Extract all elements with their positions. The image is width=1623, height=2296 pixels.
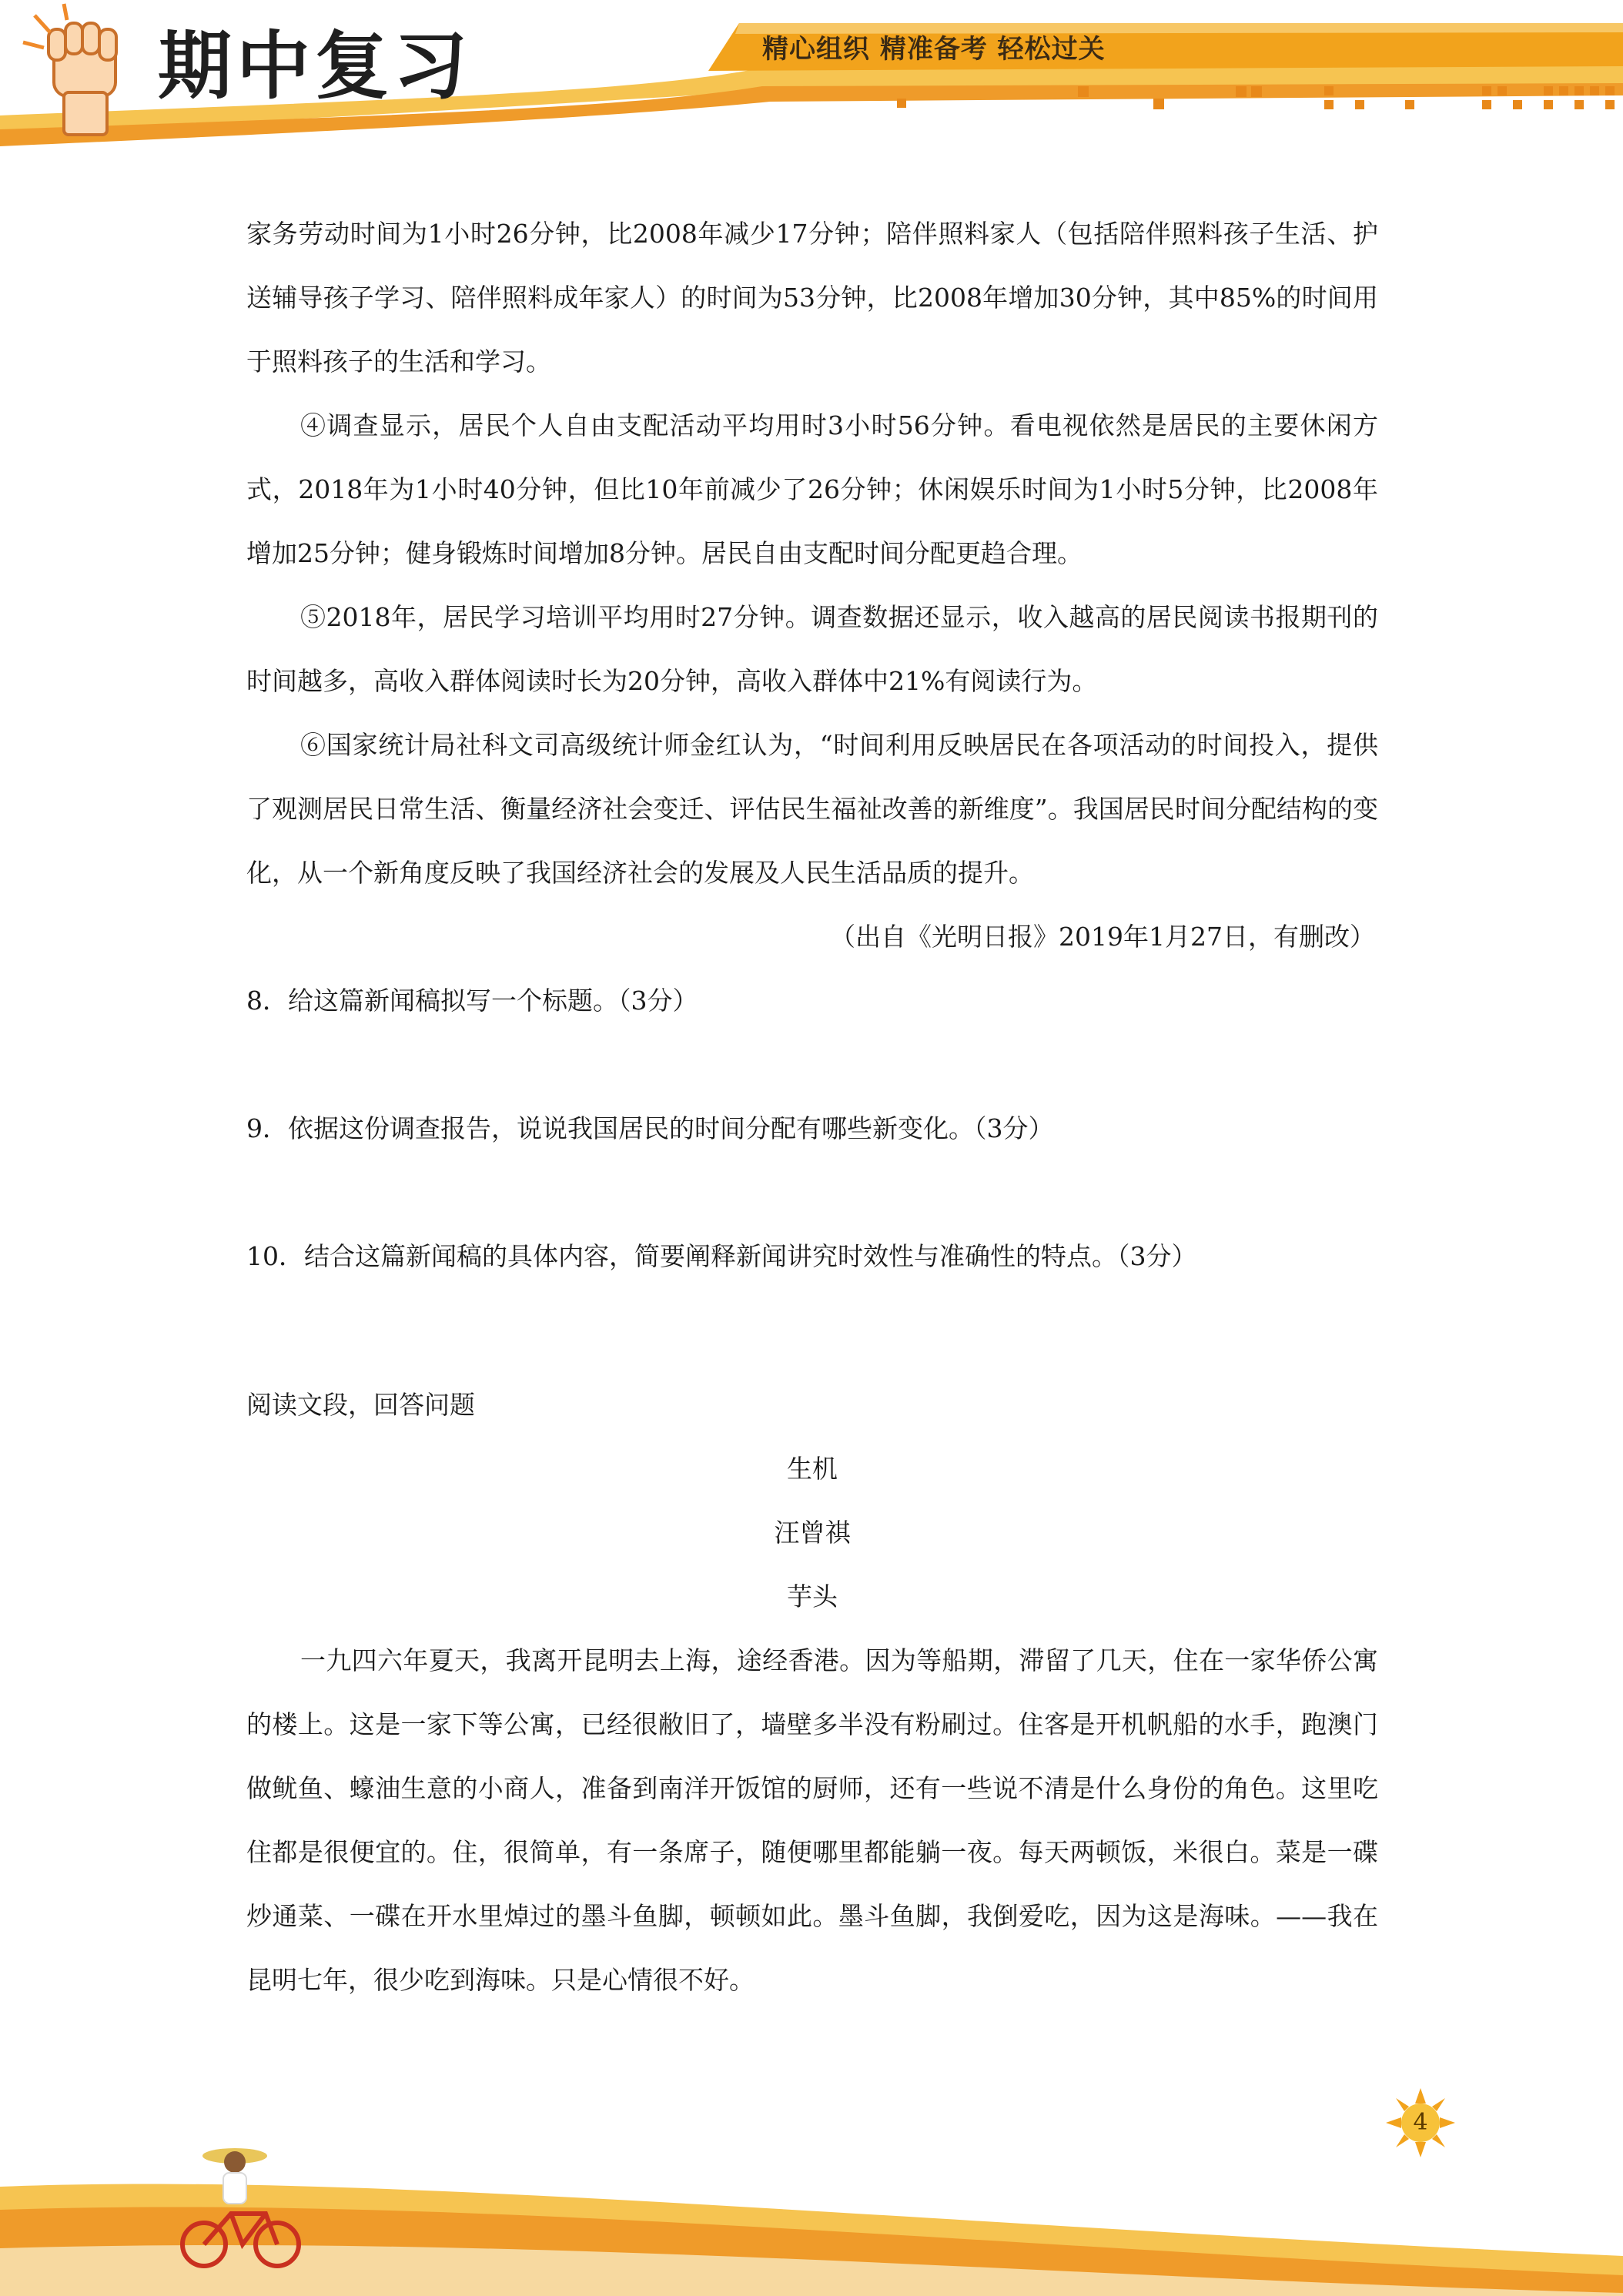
page-content bbox=[246, 202, 1378, 2012]
reading-intro: 阅读文段，回答问题 bbox=[246, 1390, 475, 1420]
question-8: 8．给这篇新闻稿拟写一个标题。（3分） bbox=[246, 986, 698, 1016]
fist-icon bbox=[19, 0, 135, 139]
article-paragraph-5: ⑤2018年，居民学习培训平均用时27分钟。调查数据还显示，收入越高的居民阅读书报期刊的时间越多，高收入群体阅读时长为20分钟，高收入群体中21%有阅读行为。 bbox=[246, 602, 1378, 696]
question-9: 9．依据这份调查报告，说说我国居民的时间分配有哪些新变化。（3分） bbox=[246, 1113, 1054, 1143]
header-title: 期中复习 bbox=[158, 23, 472, 109]
question-10: 10．结合这篇新闻稿的具体内容，简要阐释新闻讲究时效性与准确性的特点。（3分） bbox=[246, 1241, 1197, 1271]
article-paragraph-1: 家务劳动时间为1小时26分钟，比2008年减少17分钟；陪伴照料家人（包括陪伴照料孩子生活、护送辅导孩子学习、陪伴照料成年家人）的时间为53分钟，比2008年增加30分钟，其中85%的时间用于照料孩子的生活和学习。 bbox=[246, 219, 1378, 377]
page-footer bbox=[0, 2140, 1623, 2296]
article-source: （出自《光明日报》2019年1月27日，有删改） bbox=[830, 922, 1375, 952]
article-paragraph-4: ④调查显示，居民个人自由支配活动平均用时3小时56分钟。看电视依然是居民的主要休闲方式，2018年为1小时40分钟，但比10年前减少了26分钟；休闲娱乐时间为1小时5分钟，比2008年增加25分钟；健身锻炼时间增加8分钟。居民自由支配时间分配更趋合理。 bbox=[246, 410, 1378, 568]
header-slogan: 精心组织 精准备考 轻松过关 bbox=[762, 34, 1106, 65]
reading-author: 汪曾祺 bbox=[774, 1518, 851, 1548]
reading-subtitle: 芋头 bbox=[787, 1581, 838, 1612]
reading-title: 生机 bbox=[787, 1454, 838, 1484]
article-paragraph-6: ⑥国家统计局社科文司高级统计师金红认为，“时间利用反映居民在各项活动的时间投入，提供了观测居民日常生活、衡量经济社会变迁、评估民生福祉改善的新维度”。我国居民时间分配结构的变化，从一个新角度反映了我国经济社会的发展及人民生活品质的提升。 bbox=[246, 730, 1378, 888]
bicycle-rider-icon bbox=[177, 2140, 308, 2271]
page-number: 4 bbox=[1413, 2109, 1428, 2136]
page-header bbox=[0, 0, 1623, 146]
reading-paragraph: 一九四六年夏天，我离开昆明去上海，途经香港。因为等船期，滞留了几天，住在一家华侨公寓的楼上。这是一家下等公寓，已经很敝旧了，墙壁多半没有粉刷过。住客是开机帆船的水手，跑澳门做鱿鱼、蠔油生意的小商人，准备到南洋开饭馆的厨师，还有一些说不清是什么身份的角色。这里吃住都是很便宜的。住，很简单，有一条席子，随便哪里都能躺一夜。每天两顿饭，米很白。菜是一碟炒通菜、一碟在开水里焯过的墨斗鱼脚，顿顿如此。墨斗鱼脚，我倒爱吃，因为这是海味。——我在昆明七年，很少吃到海味。只是心情很不好。 bbox=[246, 1645, 1378, 1995]
